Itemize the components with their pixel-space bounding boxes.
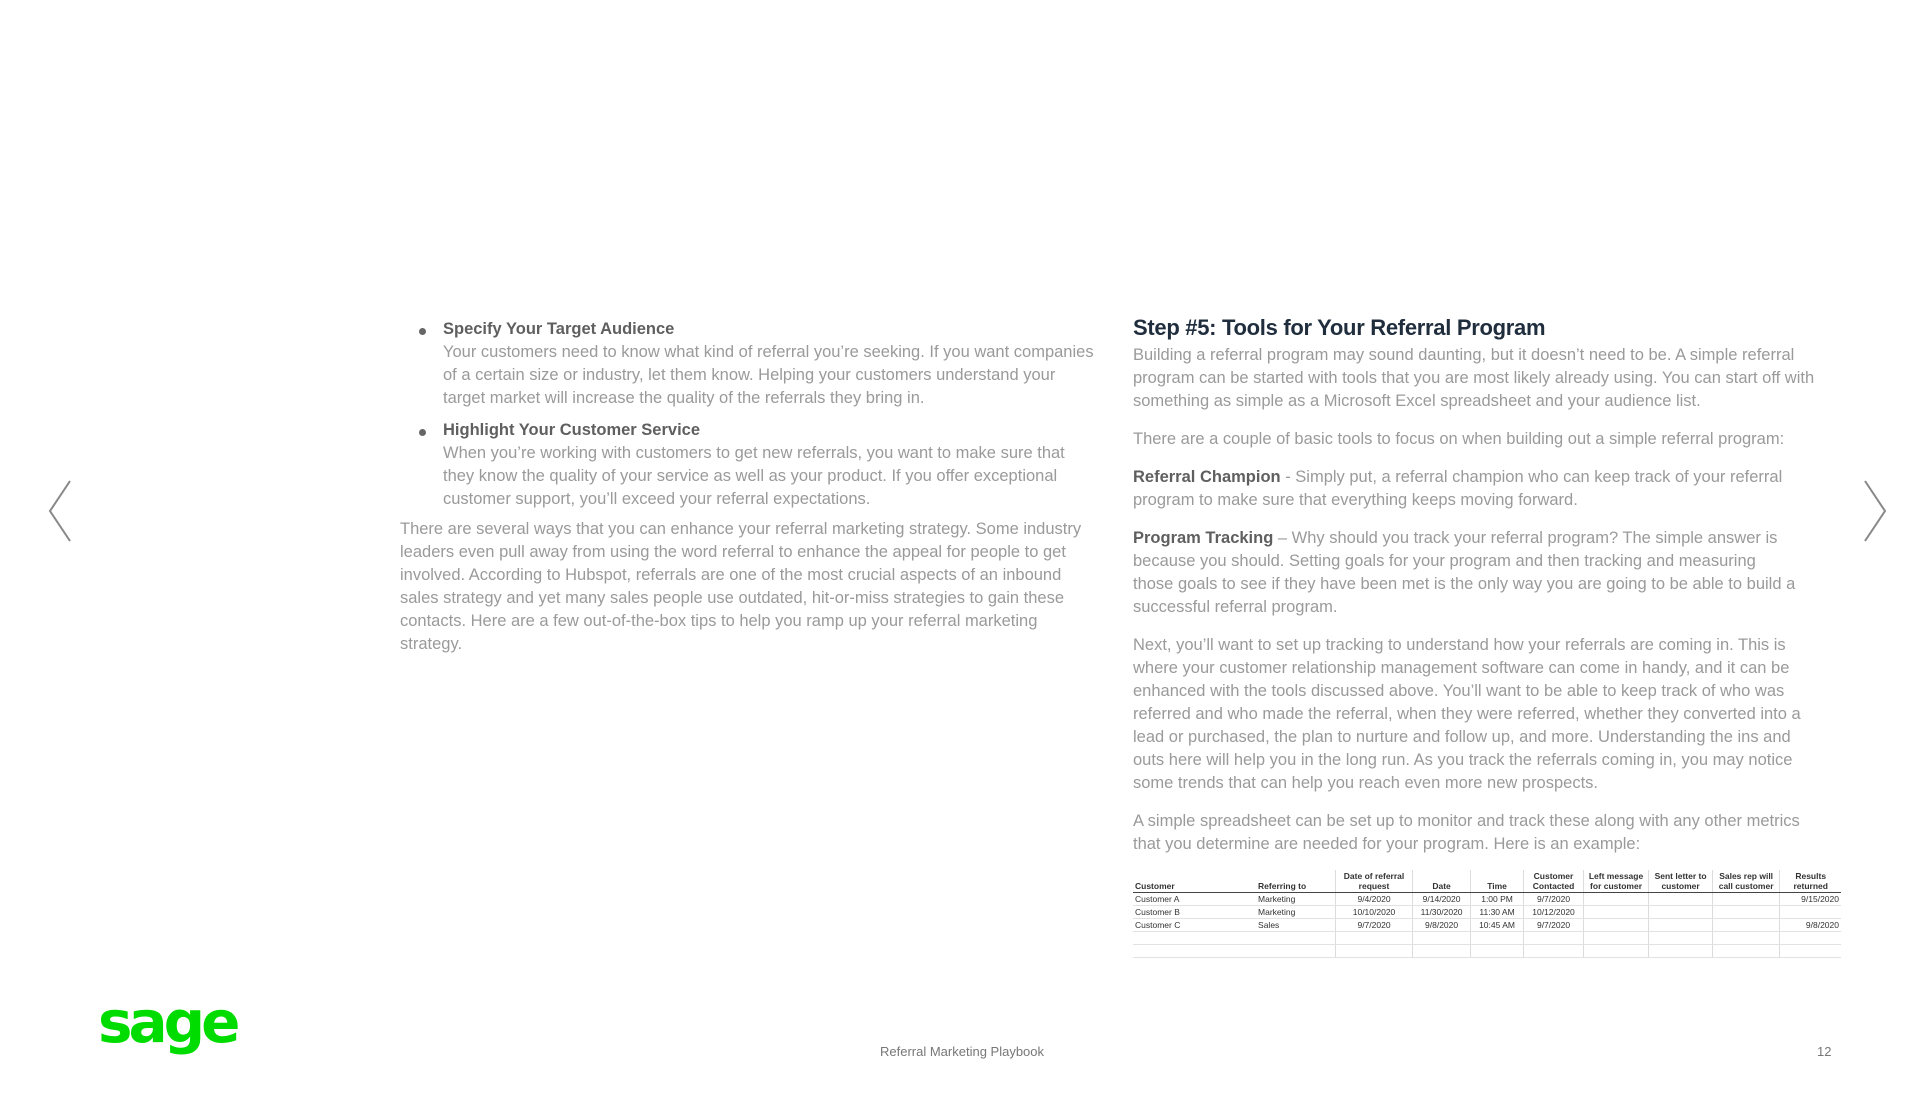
table-row: Customer C Sales 9/7/2020 9/8/2020 10:45 AM 9/7/2020 9/8/2020 bbox=[1135, 920, 1839, 930]
footer-title: Referral Marketing Playbook bbox=[880, 1044, 1045, 1059]
column-header: Time bbox=[1470, 870, 1523, 893]
previous-page-arrow[interactable] bbox=[40, 476, 80, 546]
sage-logo: sage bbox=[98, 988, 237, 1056]
column-header: Referring to bbox=[1256, 870, 1335, 893]
section-heading: Step #5: Tools for Your Referral Program bbox=[1133, 315, 1546, 340]
bullet-title: Specify Your Target Audience bbox=[443, 320, 675, 338]
bullet-icon bbox=[419, 429, 426, 436]
referral-tracking-table bbox=[1133, 870, 1841, 958]
table-row: Customer A Marketing 9/4/2020 9/14/2020 1:00 PM 9/7/2020 9/15/2020 bbox=[1135, 894, 1839, 904]
next-page-arrow[interactable] bbox=[1855, 476, 1895, 546]
strategy-paragraph: There are several ways that you can enhance your referral marketing strategy. Some industry leaders even pull away from using the word referral to enhance the appeal for people to get involved. According to Hubspot, referrals are one of the most crucial aspects of an inbound sales strategy and yet many sales people use outdated, hit-or-miss strategies to gain these contacts. Here are a few out-of-the-box tips to help you ramp up your referral marketing strategy. bbox=[400, 520, 1082, 653]
bullet-text: Your customers need to know what kind of referral you’re seeking. If you want companies of a certain size or industry, let them know. Helping your customers understand your target market will increase the quality of the referrals they bring in. bbox=[443, 343, 1094, 407]
column-header: Date of referral request bbox=[1335, 870, 1413, 893]
column-header: Sent letter to customer bbox=[1649, 870, 1713, 893]
program-tracking-label: Program Tracking bbox=[1133, 529, 1274, 547]
chevron-left-icon bbox=[40, 476, 80, 546]
tools-intro-paragraph: There are a couple of basic tools to focus on when building out a simple referral program: bbox=[1133, 430, 1785, 448]
table-row: Customer B Marketing 10/10/2020 11/30/2020 11:30 AM 10/12/2020 bbox=[1133, 906, 1841, 919]
column-header: Customer bbox=[1133, 870, 1256, 893]
list-item bbox=[400, 318, 1115, 410]
bullet-title: Highlight Your Customer Service bbox=[443, 421, 701, 439]
tips-list bbox=[400, 318, 1115, 511]
left-column bbox=[400, 318, 1115, 671]
table-header-row bbox=[1133, 870, 1841, 893]
intro-paragraph: Building a referral program may sound daunting, but it doesn’t need to be. A simple referral program can be started with tools that you are most likely already using. You can start off with something as simple as a Microsoft Excel spreadsheet and your audience list. bbox=[1133, 346, 1815, 410]
chevron-right-icon bbox=[1855, 476, 1895, 546]
column-header: Sales rep will call customer bbox=[1712, 870, 1780, 893]
column-header: Customer Contacted bbox=[1524, 870, 1584, 893]
column-header: Results returned bbox=[1780, 870, 1841, 893]
referral-champion-label: Referral Champion bbox=[1133, 468, 1281, 486]
tracking-setup-paragraph: Next, you’ll want to set up tracking to understand how your referrals are coming in. This is where your customer relationship management software can come in handy, and it can be enhanced with the tools discussed above. You’ll want to be able to keep track of who was referred and who made the referral, when they were referred, whether they converted into a lead or purchased, the plan to nurture and follow up, and more. Understanding the ins and outs here will help you in the long run. As you track the referrals coming in, you may notice some trends that can help you reach even more new prospects. bbox=[1133, 636, 1801, 792]
right-column bbox=[1133, 314, 1848, 958]
list-item bbox=[400, 419, 1115, 511]
table-row bbox=[1133, 932, 1841, 945]
bullet-text: When you’re working with customers to get new referrals, you want to make sure that they know the quality of your service as well as your product. If you offer exceptional customer support, you’ll exceed your referral expectations. bbox=[443, 444, 1065, 508]
program-tracking-paragraph: Program Tracking – Why should you track your referral program? The simple answer is because you should. Setting goals for your program and then tracking and measuring those goals to see if they have been met is the only way you are going to be able to build a successful referral program. bbox=[1133, 529, 1796, 616]
column-header: Date bbox=[1413, 870, 1470, 893]
page-number: 12 bbox=[1817, 1044, 1832, 1059]
spreadsheet-paragraph: A simple spreadsheet can be set up to monitor and track these along with any other metrics that you determine are needed for your program. Here is an example: bbox=[1133, 812, 1800, 853]
referral-champion-paragraph: Referral Champion - Simply put, a referral champion who can keep track of your referral program to make sure that everything keeps moving forward. bbox=[1133, 468, 1783, 509]
table-row bbox=[1133, 945, 1841, 958]
bullet-icon bbox=[419, 328, 426, 335]
column-header: Left message for customer bbox=[1583, 870, 1649, 893]
